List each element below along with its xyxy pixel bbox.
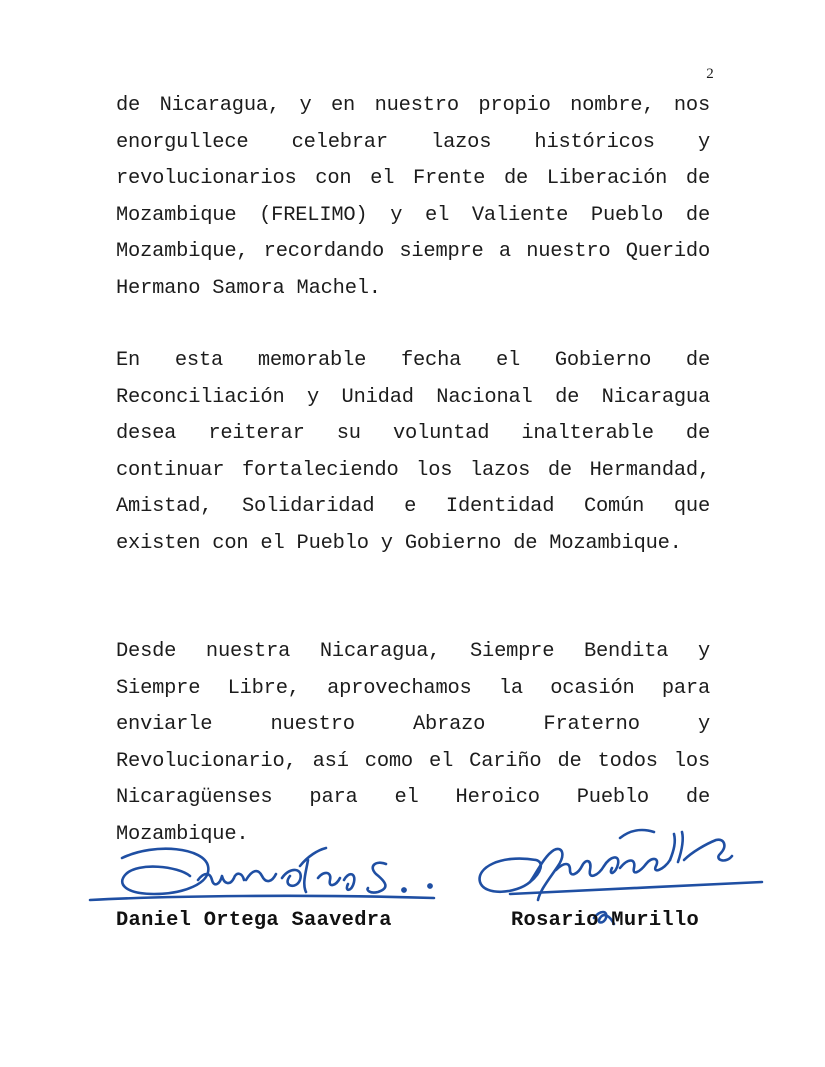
paragraph-3: Desde nuestra Nicaragua, Siempre Bendita y Siempre Libre, aprovechamos la ocasión para enviarle nuestro Abrazo Fraterno y Revolucionario, así como el Cariño de todos los Nicaragüenses para el Heroico Pueblo de Mozambique. [116, 640, 710, 846]
signer-name-murillo: Rosario Murillo [511, 909, 700, 932]
paragraph-2: En esta memorable fecha el Gobierno de Reconciliación y Unidad Nacional de Nicaragua desea reiterar su voluntad inalterable de continuar fortaleciendo los lazos de Hermandad, Amistad, Solidaridad e Identidad Común que existen con el Pueblo y Gobierno de Mozambique. [116, 349, 710, 555]
paragraph-1: de Nicaragua, y en nuestro propio nombre, nos enorgullece celebrar lazos históricos y revolucionarios con el Frente de Liberación de Mozambique (FRELIMO) y el Valiente Pueblo de Mozambique, recordando siempre a nuestro Querido Hermano Samora Machel. [116, 94, 710, 300]
signer-name-ortega: Daniel Ortega Saavedra [116, 909, 392, 932]
signature-ortega-image [86, 836, 442, 912]
page-number: 2 [706, 66, 714, 82]
